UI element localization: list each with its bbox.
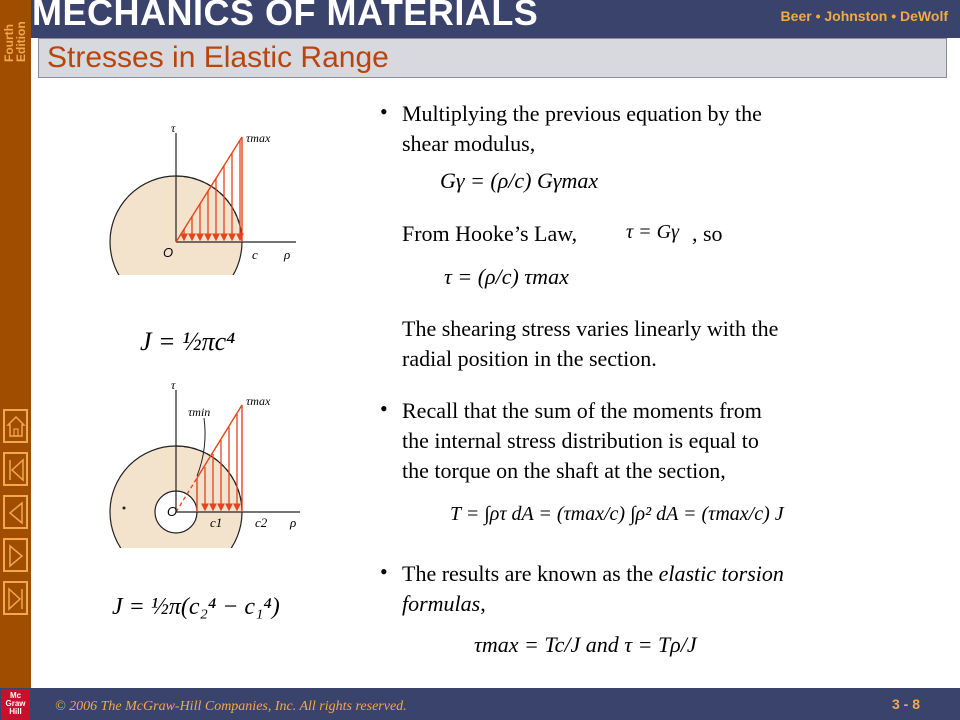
copyright: © 2006 The McGraw-Hill Companies, Inc. All rights reserved. bbox=[55, 699, 407, 714]
bullet1-line1: Multiplying the previous equation by the bbox=[402, 101, 762, 126]
solid-shaft-stress-figure bbox=[100, 115, 320, 275]
bullet1-line2: shear modulus, bbox=[402, 131, 536, 156]
previous-slide-button[interactable] bbox=[3, 495, 28, 529]
tau-min-label: τmin bbox=[188, 405, 211, 419]
last-slide-button[interactable] bbox=[3, 581, 28, 615]
equation-torque-integral: T = ∫ρτ dA = (τmax/c) ∫ρ² dA = (τmax/c) J bbox=[450, 503, 784, 525]
slide-title-box bbox=[38, 38, 947, 78]
book-title: MECHANICS OF MATERIALS bbox=[32, 0, 539, 33]
next-slide-button[interactable] bbox=[3, 538, 28, 572]
hooke-prefix: From Hooke’s Law, bbox=[402, 221, 578, 246]
c2-label: c2 bbox=[255, 515, 268, 530]
tau-max-label: τmax bbox=[246, 131, 271, 145]
slide-title: Stresses in Elastic Range bbox=[47, 41, 389, 74]
polar-moment-solid: J = ½πc⁴ bbox=[140, 327, 236, 356]
equation-linear-stress: τ = (ρ/c) τmax bbox=[444, 264, 569, 289]
hooke-suffix: , so bbox=[692, 221, 723, 246]
equation-elastic-torsion-formulas: τmax = Tc/J and τ = Tρ/J bbox=[474, 632, 697, 657]
home-button[interactable] bbox=[3, 409, 28, 443]
edition-label: Fourth Edition bbox=[2, 21, 28, 62]
first-slide-button[interactable] bbox=[3, 452, 28, 486]
prev-icon bbox=[6, 500, 26, 526]
hollow-shaft-stress-figure bbox=[100, 378, 320, 548]
page-number: 3 - 8 bbox=[891, 696, 920, 712]
origin-label-2: O bbox=[167, 504, 178, 519]
bullet-marker-1: • bbox=[380, 99, 388, 124]
last-icon bbox=[6, 586, 26, 612]
polar-moment-hollow: J = ½π(c₂⁴ − c₁⁴) bbox=[112, 594, 280, 620]
bullet-marker-2: • bbox=[380, 396, 388, 421]
rho-axis-label: ρ bbox=[284, 247, 291, 262]
first-icon bbox=[6, 457, 26, 483]
c-label: c bbox=[252, 247, 258, 262]
publisher-logo: Mc Graw Hill bbox=[1, 689, 30, 720]
rho-axis-label-2: ρ bbox=[290, 515, 297, 530]
bullet2-line2: the internal stress distribution is equal to bbox=[402, 428, 759, 453]
next-icon bbox=[6, 543, 26, 569]
authors: Beer • Johnston • DeWolf bbox=[780, 8, 948, 24]
linear-line1: The shearing stress varies linearly with the bbox=[402, 316, 779, 341]
bullet3-line2: formulas, bbox=[402, 591, 486, 616]
tau-axis-label: τ bbox=[171, 121, 176, 135]
equation-shear-strain-times-g: Gγ = (ρ/c) Gγmax bbox=[440, 168, 599, 193]
home-icon bbox=[6, 414, 26, 440]
bullet-marker-3: • bbox=[380, 559, 388, 584]
origin-label: O bbox=[163, 245, 174, 260]
tau-axis-label-2: τ bbox=[171, 378, 176, 392]
bullet2-line3: the torque on the shaft at the section, bbox=[402, 458, 726, 483]
equation-hookes-law: τ = Gγ bbox=[626, 221, 679, 243]
tau-max-label-2: τmax bbox=[246, 394, 271, 408]
bullet2-line1: Recall that the sum of the moments from bbox=[402, 398, 762, 423]
linear-line2: radial position in the section. bbox=[402, 346, 657, 371]
c1-label: c1 bbox=[210, 515, 223, 530]
bullet3-line1: The results are known as the elastic torsion bbox=[402, 561, 784, 586]
